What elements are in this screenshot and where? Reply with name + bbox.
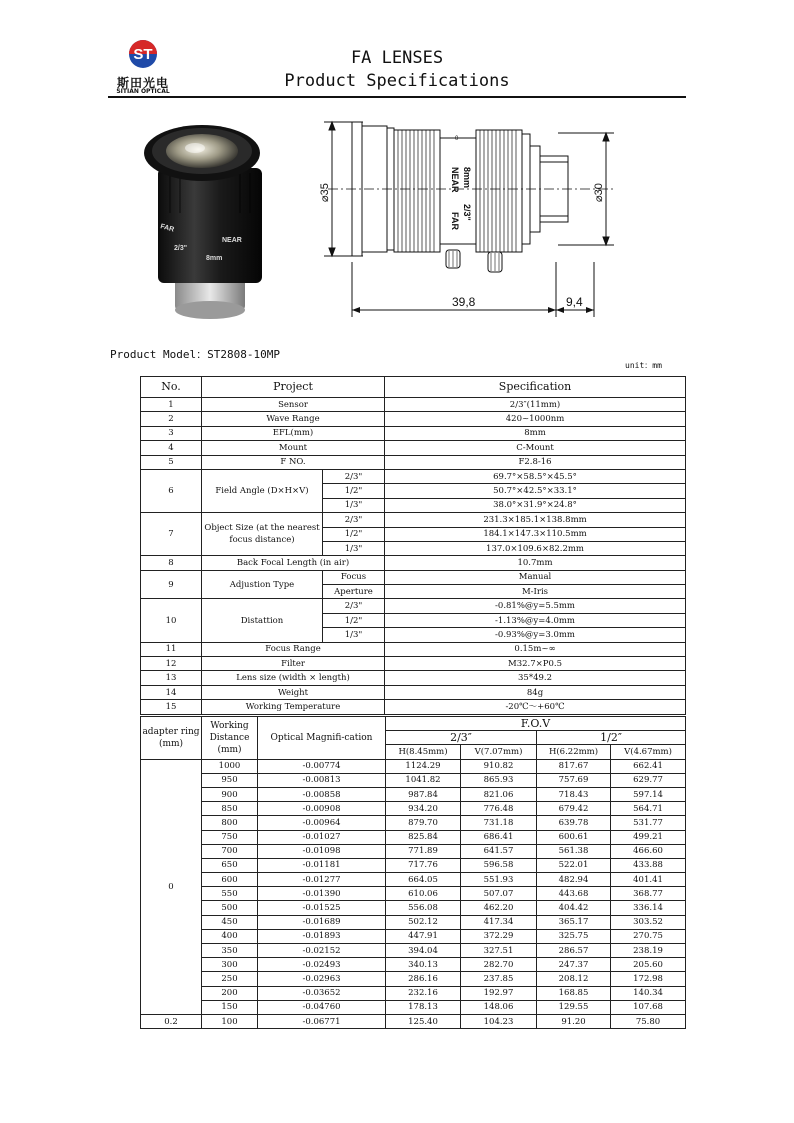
adapter-ring-value: 0 xyxy=(141,759,202,1014)
fov-h2-value: 679.42 xyxy=(537,802,611,816)
row-sub-label: 1/3" xyxy=(323,541,385,555)
magnification-value: -0.01181 xyxy=(258,858,386,872)
fov-h2-value: 482.94 xyxy=(537,873,611,887)
fov-v2-value: 466.60 xyxy=(611,844,686,858)
fov-v1-value: 507.07 xyxy=(461,887,537,901)
fov-h2-value: 208.12 xyxy=(537,972,611,986)
lens-dimension-drawing xyxy=(318,112,618,317)
row-value: M-Iris xyxy=(385,585,686,599)
fov-v2-value: 629.77 xyxy=(611,773,686,787)
fov-h1-value: 987.84 xyxy=(386,787,461,801)
fov-v1-value: 327.51 xyxy=(461,944,537,958)
row-project: Filter xyxy=(202,657,385,671)
fov-h2-value: 561.38 xyxy=(537,844,611,858)
working-distance-value: 1000 xyxy=(202,759,258,773)
fov-v2-value: 433.88 xyxy=(611,858,686,872)
row-number: 14 xyxy=(141,685,202,699)
row-number: 9 xyxy=(141,570,202,599)
table-row xyxy=(141,802,686,816)
row-value: 2/3″(11mm) xyxy=(385,398,686,412)
column-header-h1: H(8.45mm) xyxy=(386,745,461,759)
row-number: 4 xyxy=(141,441,202,455)
fov-v1-value: 462.20 xyxy=(461,901,537,915)
working-distance-value: 350 xyxy=(202,944,258,958)
row-number: 10 xyxy=(141,599,202,642)
working-distance-value: 950 xyxy=(202,773,258,787)
row-sub-label: 1/2" xyxy=(323,484,385,498)
table-row xyxy=(141,685,686,699)
fov-h1-value: 556.08 xyxy=(386,901,461,915)
column-header-project: Project xyxy=(202,377,385,398)
fov-h1-value: 1041.82 xyxy=(386,773,461,787)
fov-h1-value: 340.13 xyxy=(386,958,461,972)
row-value: 231.3×185.1×138.8mm xyxy=(385,513,686,527)
row-sub-label: 1/3" xyxy=(323,498,385,512)
fov-v2-value: 662.41 xyxy=(611,759,686,773)
working-distance-value: 550 xyxy=(202,887,258,901)
page-subtitle: Product Specifications xyxy=(284,71,510,91)
svg-text:8mm: 8mm xyxy=(462,167,472,189)
fov-v1-value: 148.06 xyxy=(461,1000,537,1014)
svg-text:⌀35: ⌀35 xyxy=(319,183,331,202)
magnification-value: -0.06771 xyxy=(258,1014,386,1028)
table-row xyxy=(141,1014,686,1028)
fov-v1-value: 372.29 xyxy=(461,929,537,943)
column-header-h2: H(6.22mm) xyxy=(537,745,611,759)
page-title: FA LENSES xyxy=(350,48,444,68)
fov-v1-value: 237.85 xyxy=(461,972,537,986)
table-row xyxy=(141,469,686,483)
row-sub-label: 1/2" xyxy=(323,613,385,627)
fov-h2-value: 817.67 xyxy=(537,759,611,773)
row-project: Back Focal Length (in air) xyxy=(202,556,385,570)
row-number: 3 xyxy=(141,426,202,440)
fov-h1-value: 610.06 xyxy=(386,887,461,901)
table-row xyxy=(141,830,686,844)
table-row xyxy=(141,657,686,671)
row-value: -20℃～+60℃ xyxy=(385,700,686,714)
fov-h2-value: 443.68 xyxy=(537,887,611,901)
table-row xyxy=(141,958,686,972)
svg-text:0: 0 xyxy=(455,136,459,142)
fov-v2-value: 107.68 xyxy=(611,1000,686,1014)
magnification-value: -0.01027 xyxy=(258,830,386,844)
fov-h1-value: 286.16 xyxy=(386,972,461,986)
column-header-sensor-1-2: 1/2″ xyxy=(537,731,686,745)
fov-h1-value: 664.05 xyxy=(386,873,461,887)
fov-h2-value: 91.20 xyxy=(537,1014,611,1028)
column-header-v2: V(4.67mm) xyxy=(611,745,686,759)
magnification-value: -0.01689 xyxy=(258,915,386,929)
magnification-value: -0.00774 xyxy=(258,759,386,773)
fov-h2-value: 247.37 xyxy=(537,958,611,972)
fov-v1-value: 776.48 xyxy=(461,802,537,816)
table-row xyxy=(141,642,686,656)
row-project: Focus Range xyxy=(202,642,385,656)
fov-v1-value: 104.23 xyxy=(461,1014,537,1028)
svg-text:8mm: 8mm xyxy=(206,255,223,262)
fov-v1-value: 417.34 xyxy=(461,915,537,929)
row-value: 184.1×147.3×110.5mm xyxy=(385,527,686,541)
table-row xyxy=(141,426,686,440)
row-value: 137.0×109.6×82.2mm xyxy=(385,541,686,555)
fov-h2-value: 168.85 xyxy=(537,986,611,1000)
row-value: 69.7°×58.5°×45.5° xyxy=(385,469,686,483)
row-project: Sensor xyxy=(202,398,385,412)
column-header-magnification: Optical Magnifi-cation xyxy=(258,717,386,760)
magnification-value: -0.01893 xyxy=(258,929,386,943)
magnification-value: -0.02152 xyxy=(258,944,386,958)
fov-h2-value: 365.17 xyxy=(537,915,611,929)
table-row xyxy=(141,887,686,901)
table-row xyxy=(141,759,686,773)
table-row xyxy=(141,556,686,570)
fov-v1-value: 596.58 xyxy=(461,858,537,872)
row-number: 15 xyxy=(141,700,202,714)
fov-v1-value: 686.41 xyxy=(461,830,537,844)
row-project: Distattion xyxy=(202,599,323,642)
table-row xyxy=(141,412,686,426)
row-number: 8 xyxy=(141,556,202,570)
row-project: Adjustion Type xyxy=(202,570,323,599)
fov-h2-value: 129.55 xyxy=(537,1000,611,1014)
magnification-value: -0.01525 xyxy=(258,901,386,915)
row-value: -0.81%@y=5.5mm xyxy=(385,599,686,613)
row-value: 420~1000nm xyxy=(385,412,686,426)
fov-v1-value: 282.70 xyxy=(461,958,537,972)
logo-english-name: SITIAN OPTICAL xyxy=(116,88,170,95)
fov-v2-value: 75.80 xyxy=(611,1014,686,1028)
working-distance-value: 300 xyxy=(202,958,258,972)
row-number: 5 xyxy=(141,455,202,469)
row-project: EFL(mm) xyxy=(202,426,385,440)
table-row xyxy=(141,844,686,858)
row-value: -1.13%@y=4.0mm xyxy=(385,613,686,627)
svg-text:FAR: FAR xyxy=(450,212,460,230)
row-number: 2 xyxy=(141,412,202,426)
row-sub-label: 2/3" xyxy=(323,513,385,527)
fov-v2-value: 205.60 xyxy=(611,958,686,972)
row-project: Working Temperature xyxy=(202,700,385,714)
fov-h2-value: 325.75 xyxy=(537,929,611,943)
row-project: Weight xyxy=(202,685,385,699)
row-project: Lens size (width × length) xyxy=(202,671,385,685)
row-value: 10.7mm xyxy=(385,556,686,570)
row-sub-label: 1/3" xyxy=(323,628,385,642)
table-row xyxy=(141,944,686,958)
svg-text:ST: ST xyxy=(133,46,153,63)
working-distance-value: 700 xyxy=(202,844,258,858)
row-number: 13 xyxy=(141,671,202,685)
row-sub-label: Aperture xyxy=(323,585,385,599)
row-sub-label: 1/2" xyxy=(323,527,385,541)
working-distance-value: 500 xyxy=(202,901,258,915)
row-value: 0.15m~∞ xyxy=(385,642,686,656)
table-header-row xyxy=(141,377,686,398)
fov-v1-value: 641.57 xyxy=(461,844,537,858)
row-value: F2.8-16 xyxy=(385,455,686,469)
fov-h2-value: 404.42 xyxy=(537,901,611,915)
fov-v2-value: 303.52 xyxy=(611,915,686,929)
working-distance-value: 850 xyxy=(202,802,258,816)
row-value: -0.93%@y=3.0mm xyxy=(385,628,686,642)
magnification-value: -0.00813 xyxy=(258,773,386,787)
svg-text:⌀30: ⌀30 xyxy=(593,183,605,202)
lens-photo xyxy=(140,118,280,328)
fov-v1-value: 821.06 xyxy=(461,787,537,801)
fov-v2-value: 336.14 xyxy=(611,901,686,915)
svg-text:39,8: 39,8 xyxy=(452,295,476,309)
row-number: 12 xyxy=(141,657,202,671)
row-project: Mount xyxy=(202,441,385,455)
fov-h2-value: 718.43 xyxy=(537,787,611,801)
column-header-fov: F.O.V xyxy=(386,717,686,731)
fov-v1-value: 731.18 xyxy=(461,816,537,830)
fov-v2-value: 238.19 xyxy=(611,944,686,958)
column-header-specification: Specification xyxy=(385,377,686,398)
fov-h1-value: 502.12 xyxy=(386,915,461,929)
working-distance-value: 150 xyxy=(202,1000,258,1014)
magnification-value: -0.00858 xyxy=(258,787,386,801)
table-row xyxy=(141,398,686,412)
row-sub-label: 2/3" xyxy=(323,469,385,483)
working-distance-value: 600 xyxy=(202,873,258,887)
fov-v1-value: 192.97 xyxy=(461,986,537,1000)
unit-note: unit：mm xyxy=(625,361,662,370)
fov-h1-value: 447.91 xyxy=(386,929,461,943)
row-sub-label: Focus xyxy=(323,570,385,584)
fov-table xyxy=(140,716,686,1029)
working-distance-value: 800 xyxy=(202,816,258,830)
working-distance-value: 450 xyxy=(202,915,258,929)
row-project: F NO. xyxy=(202,455,385,469)
page-header xyxy=(108,38,686,98)
row-number: 7 xyxy=(141,513,202,556)
fov-v1-value: 551.93 xyxy=(461,873,537,887)
magnification-value: -0.04760 xyxy=(258,1000,386,1014)
logo-chinese-name: 斯田光电 xyxy=(116,76,169,90)
table-row xyxy=(141,873,686,887)
table-row xyxy=(141,455,686,469)
working-distance-value: 900 xyxy=(202,787,258,801)
fov-v2-value: 172.98 xyxy=(611,972,686,986)
table-row xyxy=(141,1000,686,1014)
fov-v2-value: 597.14 xyxy=(611,787,686,801)
fov-v2-value: 499.21 xyxy=(611,830,686,844)
fov-h2-value: 522.01 xyxy=(537,858,611,872)
fov-h1-value: 771.89 xyxy=(386,844,461,858)
row-value: 35*49.2 xyxy=(385,671,686,685)
fov-h1-value: 717.76 xyxy=(386,858,461,872)
working-distance-value: 200 xyxy=(202,986,258,1000)
fov-h2-value: 639.78 xyxy=(537,816,611,830)
fov-v2-value: 140.34 xyxy=(611,986,686,1000)
table-row xyxy=(141,773,686,787)
working-distance-value: 650 xyxy=(202,858,258,872)
svg-text:NEAR: NEAR xyxy=(222,237,242,244)
fov-v1-value: 910.82 xyxy=(461,759,537,773)
row-value: 50.7°×42.5°×33.1° xyxy=(385,484,686,498)
table-row xyxy=(141,915,686,929)
fov-h2-value: 286.57 xyxy=(537,944,611,958)
svg-text:9,4: 9,4 xyxy=(566,295,583,309)
magnification-value: -0.00908 xyxy=(258,802,386,816)
row-number: 6 xyxy=(141,469,202,512)
fov-v1-value: 865.93 xyxy=(461,773,537,787)
table-row xyxy=(141,787,686,801)
fov-v2-value: 401.41 xyxy=(611,873,686,887)
fov-header-row xyxy=(141,717,686,731)
fov-v2-value: 564.71 xyxy=(611,802,686,816)
table-row xyxy=(141,513,686,527)
product-model: Product Model：ST2808-10MP xyxy=(110,348,280,361)
table-row xyxy=(141,929,686,943)
column-header-sensor-2-3: 2/3″ xyxy=(386,731,537,745)
fov-h1-value: 934.20 xyxy=(386,802,461,816)
working-distance-value: 100 xyxy=(202,1014,258,1028)
table-row xyxy=(141,700,686,714)
row-value: 38.0°×31.9°×24.8° xyxy=(385,498,686,512)
svg-text:NEAR: NEAR xyxy=(450,167,460,193)
magnification-value: -0.01277 xyxy=(258,873,386,887)
row-value: 84g xyxy=(385,685,686,699)
fov-table-body xyxy=(141,717,686,1029)
fov-h1-value: 1124.29 xyxy=(386,759,461,773)
table-row xyxy=(141,972,686,986)
fov-h2-value: 600.61 xyxy=(537,830,611,844)
working-distance-value: 750 xyxy=(202,830,258,844)
column-header-working-distance: Working Distance (mm) xyxy=(202,717,258,760)
row-number: 11 xyxy=(141,642,202,656)
fov-h1-value: 232.16 xyxy=(386,986,461,1000)
fov-h2-value: 757.69 xyxy=(537,773,611,787)
table-row xyxy=(141,671,686,685)
fov-h1-value: 178.13 xyxy=(386,1000,461,1014)
fov-v2-value: 368.77 xyxy=(611,887,686,901)
specification-table xyxy=(140,376,686,715)
table-row xyxy=(141,570,686,584)
specification-table-body xyxy=(141,377,686,715)
fov-h1-value: 125.40 xyxy=(386,1014,461,1028)
magnification-value: -0.01390 xyxy=(258,887,386,901)
table-row xyxy=(141,816,686,830)
working-distance-value: 400 xyxy=(202,929,258,943)
working-distance-value: 250 xyxy=(202,972,258,986)
magnification-value: -0.00964 xyxy=(258,816,386,830)
table-row xyxy=(141,599,686,613)
svg-text:FAR: FAR xyxy=(159,223,175,234)
magnification-value: -0.03652 xyxy=(258,986,386,1000)
column-header-adapter: adapter ring (mm) xyxy=(141,717,202,760)
row-number: 1 xyxy=(141,398,202,412)
row-value: C-Mount xyxy=(385,441,686,455)
fov-h1-value: 879.70 xyxy=(386,816,461,830)
svg-text:2/3": 2/3" xyxy=(174,245,188,252)
row-sub-label: 2/3" xyxy=(323,599,385,613)
row-value: Manual xyxy=(385,570,686,584)
row-value: M32.7×P0.5 xyxy=(385,657,686,671)
row-value: 8mm xyxy=(385,426,686,440)
magnification-value: -0.01098 xyxy=(258,844,386,858)
fov-v2-value: 270.75 xyxy=(611,929,686,943)
svg-text:2/3": 2/3" xyxy=(462,204,472,221)
table-row xyxy=(141,901,686,915)
table-row xyxy=(141,858,686,872)
fov-h1-value: 825.84 xyxy=(386,830,461,844)
table-row xyxy=(141,986,686,1000)
row-project: Field Angle (D×H×V) xyxy=(202,469,323,512)
magnification-value: -0.02963 xyxy=(258,972,386,986)
table-row xyxy=(141,441,686,455)
column-header-v1: V(7.07mm) xyxy=(461,745,537,759)
fov-v2-value: 531.77 xyxy=(611,816,686,830)
row-project: Object Size (at the nearest focus distance) xyxy=(202,513,323,556)
fov-h1-value: 394.04 xyxy=(386,944,461,958)
magnification-value: -0.02493 xyxy=(258,958,386,972)
row-project: Wave Range xyxy=(202,412,385,426)
column-header-no: No. xyxy=(141,377,202,398)
adapter-ring-value: 0.2 xyxy=(141,1014,202,1028)
